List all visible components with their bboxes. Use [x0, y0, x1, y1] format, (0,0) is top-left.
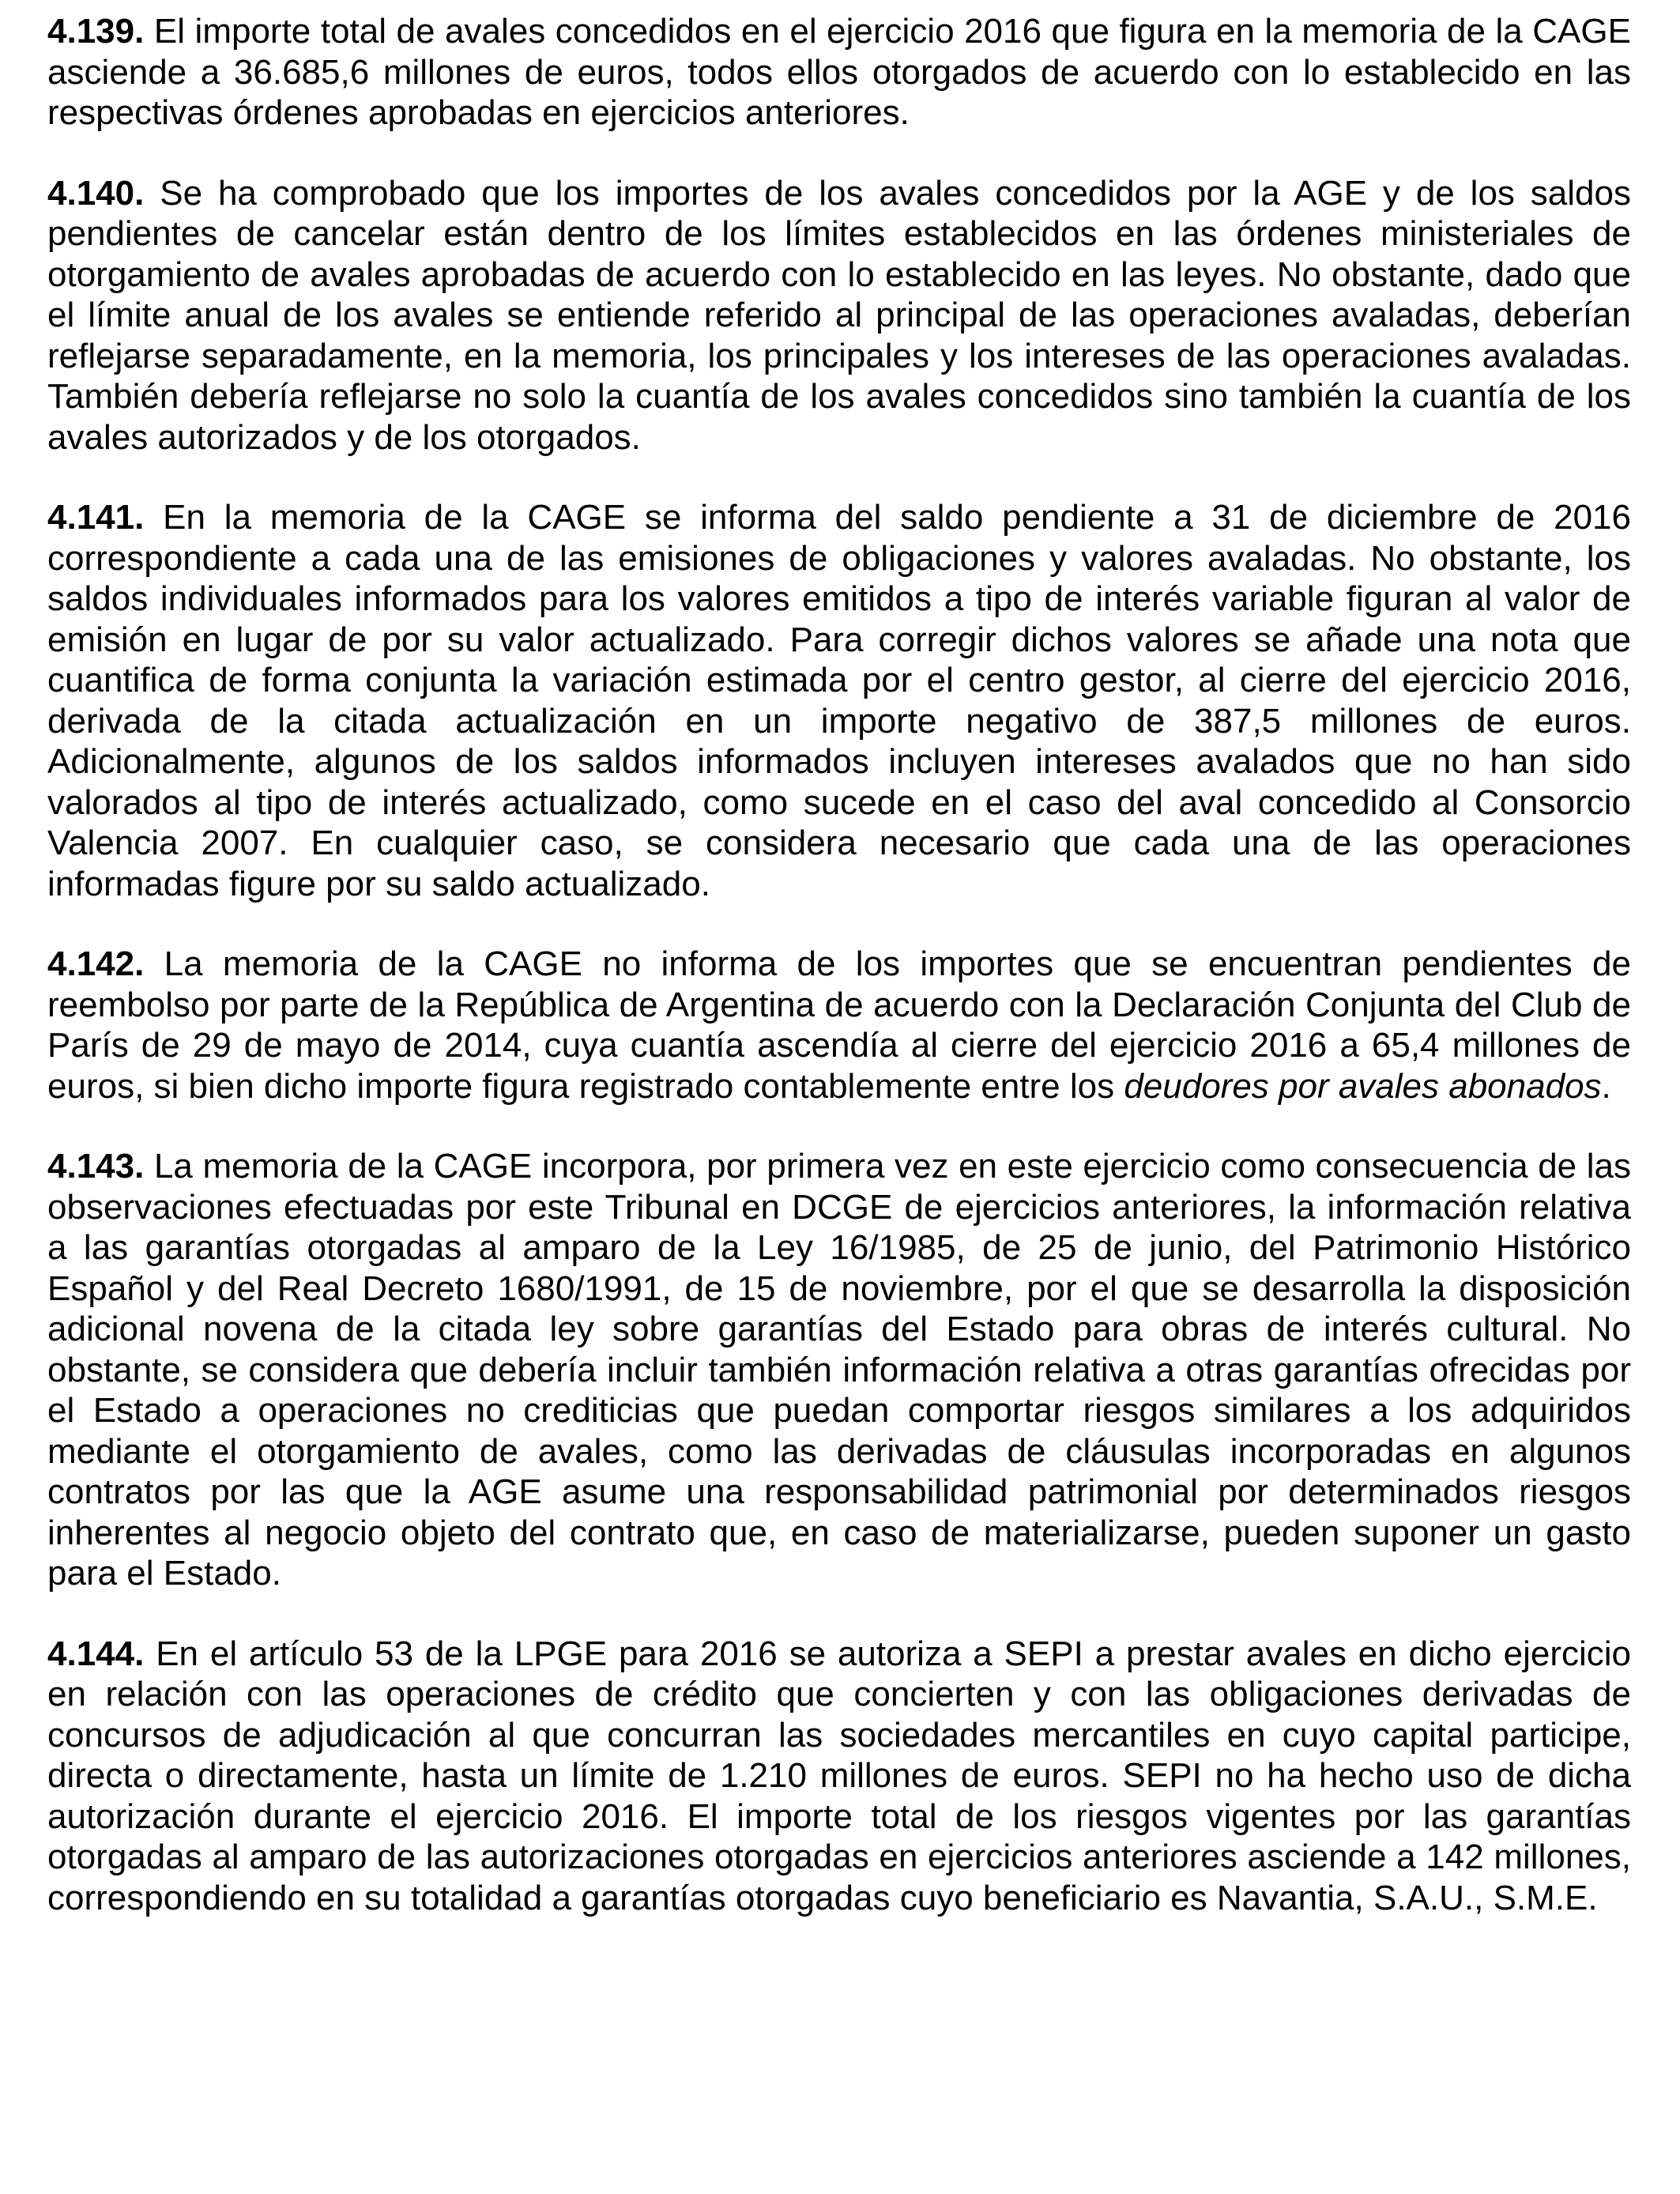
paragraph-4-139 [47, 11, 1631, 134]
paragraph-text: La memoria de la CAGE incorpora, por primera vez en este ejercicio como consecuencia de las observaciones efectuadas por este Tribunal en DCGE de ejercicios anteriores, la información relativa a las garantías otorgadas al amparo de la Ley 16/1985, de 25 de junio, del Patrimonio Histórico Español y del Real Decreto 1680/1991, de 15 de noviembre, por el que se desarrolla la disposición adicional novena de la citada ley sobre garantías del Estado para obras de interés cultural. No obstante, se considera que debería incluir también información relativa a otras garantías ofrecidas por el Estado a operaciones no crediticias que puedan comportar riesgos similares a los adquiridos mediante el otorgamiento de avales, como las derivadas de cláusulas incorporadas en algunos contratos por las que la AGE asume una responsabilidad patrimonial por determinados riesgos inherentes al negocio objeto del contrato que, en caso de materializarse, pueden suponer un gasto para el Estado. [47, 1147, 1631, 1593]
paragraph-4-141 [47, 497, 1631, 904]
paragraph-number: 4.142. [47, 944, 145, 983]
paragraph-number: 4.143. [47, 1147, 145, 1186]
paragraph-text: En la memoria de la CAGE se informa del saldo pendiente a 31 de diciembre de 2016 correspondiente a cada una de las emisiones de obligaciones y valores avaladas. No obstante, los saldos individuales informados para los valores emitidos a tipo de interés variable figuran al valor de emisión en lugar de por su valor actualizado. Para corregir dichos valores se añade una nota que cuantifica de forma conjunta la variación estimada por el centro gestor, al cierre del ejercicio 2016, derivada de la citada actualización en un importe negativo de 387,5 millones de euros. Adicionalmente, algunos de los saldos informados incluyen intereses avalados que no han sido valorados al tipo de interés actualizado, como sucede en el caso del aval concedido al Consorcio Valencia 2007. En cualquier caso, se considera necesario que cada una de las operaciones informadas figure por su saldo actualizado. [47, 498, 1631, 903]
document-page [47, 11, 1631, 1958]
paragraph-4-142 [47, 944, 1631, 1106]
paragraph-4-143 [47, 1146, 1631, 1594]
paragraph-text: Se ha comprobado que los importes de los avales concedidos por la AGE y de los saldos pendientes de cancelar están dentro de los límites establecidos en las órdenes ministeriales de otorgamiento de avales aprobadas de acuerdo con lo establecido en las leyes. No obstante, dado que el límite anual de los avales se entiende referido al principal de las operaciones avaladas, deberían reflejarse separadamente, en la memoria, los principales y los intereses de las operaciones avaladas. También debería reflejarse no solo la cuantía de los avales concedidos sino también la cuantía de los avales autorizados y de los otorgados. [47, 173, 1631, 457]
paragraph-number: 4.140. [47, 173, 145, 213]
paragraph-text: En el artículo 53 de la LPGE para 2016 se autoriza a SEPI a prestar avales en dicho ejercicio en relación con las operaciones de crédito que concierten y con las obligaciones derivadas de concursos de adjudicación al que concurran las sociedades mercantiles en cuyo capital participe, directa o directamente, hasta un límite de 1.210 millones de euros. SEPI no ha hecho uso de dicha autorización durante el ejercicio 2016. El importe total de los riesgos vigentes por las garantías otorgadas al amparo de las autorizaciones otorgadas en ejercicios anteriores asciende a 142 millones, correspondiendo en su totalidad a garantías otorgadas cuyo beneficiario es Navantia, S.A.U., S.M.E. [47, 1634, 1631, 1917]
paragraph-number: 4.141. [47, 498, 145, 537]
paragraph-number: 4.144. [47, 1634, 145, 1673]
paragraph-number: 4.139. [47, 12, 145, 51]
paragraph-text-tail: . [1601, 1066, 1611, 1106]
paragraph-italic-term: deudores por avales abonados [1124, 1066, 1602, 1106]
paragraph-4-140 [47, 173, 1631, 458]
paragraph-text: La memoria de la CAGE no informa de los importes que se encuentran pendientes de reembolso por parte de la República de Argentina de acuerdo con la Declaración Conjunta del Club de París de 29 de mayo de 2014, cuya cuantía ascendía al cierre del ejercicio 2016 a 65,4 millones de euros, si bien dicho importe figura registrado contablemente entre los [47, 944, 1631, 1106]
paragraph-text: El importe total de avales concedidos en el ejercicio 2016 que figura en la memoria de la CAGE asciende a 36.685,6 millones de euros, todos ellos otorgados de acuerdo con lo establecido en las respectivas órdenes aprobadas en ejercicios anteriores. [47, 12, 1631, 132]
paragraph-4-144 [47, 1634, 1631, 1919]
